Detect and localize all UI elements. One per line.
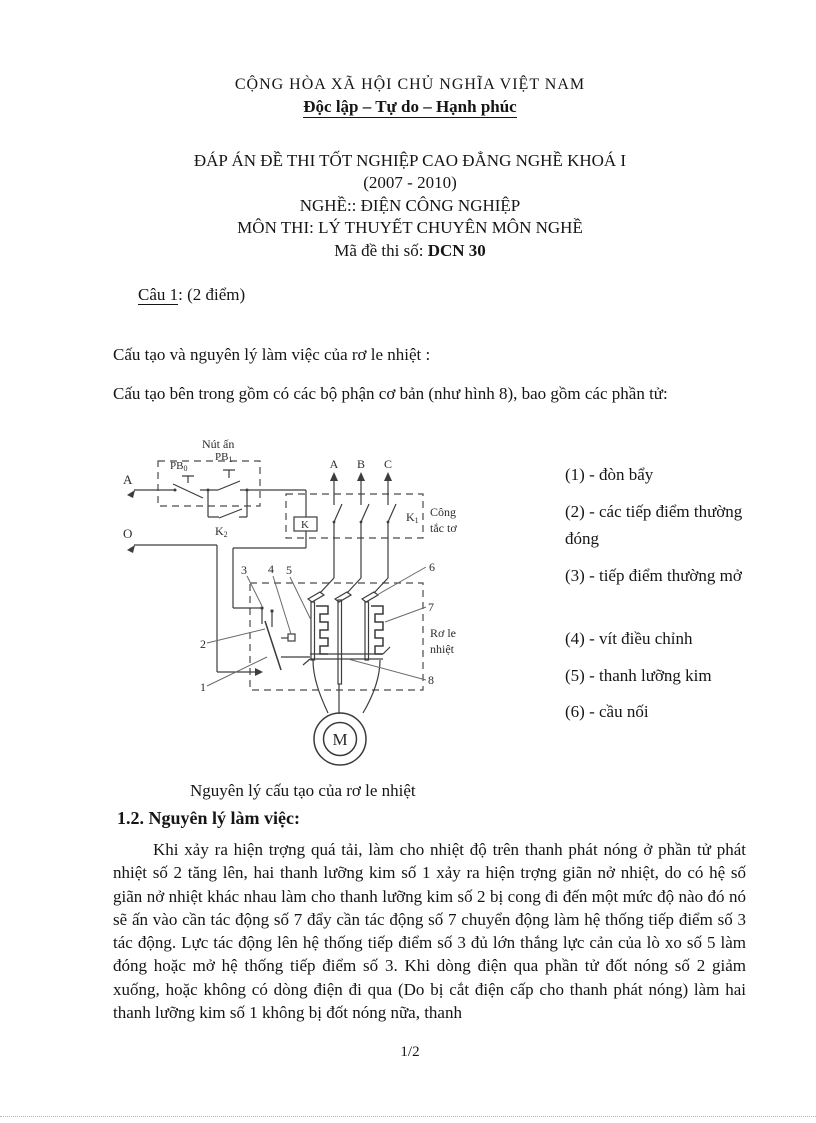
part-number-1: 1 (200, 680, 206, 694)
part-number-8: 8 (428, 673, 434, 687)
k2-label: K2 (215, 524, 228, 539)
exam-code-label: Mã đề thi số: (334, 240, 428, 260)
leader-8 (348, 659, 426, 680)
part-number-7: 7 (428, 600, 434, 614)
pb0-label: PB0 (170, 460, 188, 473)
k1-label: K1 (406, 510, 419, 525)
terminal-block-2 (335, 592, 351, 602)
input-a-label: A (123, 472, 133, 487)
question-heading (138, 285, 245, 305)
leader-3 (247, 576, 262, 606)
heater-zigzag-3 (371, 606, 383, 654)
leader-4 (273, 576, 291, 634)
part-number-2: 2 (200, 637, 206, 651)
lever (265, 621, 281, 670)
title-line1: ĐÁP ÁN ĐỀ THI TỐT NGHIỆP CAO ĐẲNG NGHỀ KHOÁ I (193, 151, 627, 170)
contactor-label-line1: Công (430, 505, 457, 519)
part-number-3: 3 (241, 563, 247, 577)
part-number-4: 4 (268, 562, 274, 576)
phase-c-arrow (384, 472, 392, 481)
contactor-label-line2: tắc tơ (430, 521, 457, 535)
exam-code-value: DCN 30 (427, 240, 486, 260)
terminal-block-1 (308, 592, 324, 602)
k2-branch (208, 490, 247, 517)
input-o-arrow (127, 545, 135, 553)
pb1-blade (218, 481, 240, 490)
parts-list-item-1: (1) - đòn bẩy (565, 465, 654, 484)
title-block (90, 150, 730, 262)
part-number-6: 6 (429, 560, 435, 574)
pb0-stem (182, 476, 194, 483)
parts-list-item-3: (3) - tiếp điểm thường mở (565, 566, 742, 585)
part-number-5: 5 (286, 563, 292, 577)
bimetal-strip-2 (338, 600, 342, 684)
motto-underlined-text: Độc lập – Tự do – Hạnh phúc (303, 97, 517, 116)
question-points: : (2 điểm) (178, 285, 246, 304)
phase-a-label: A (329, 457, 339, 471)
figure-caption: Nguyên lý cấu tạo của rơ le nhiệt (190, 781, 416, 800)
relay-label-line2: nhiệt (430, 642, 454, 656)
phase-b-label: B (356, 457, 366, 471)
question-label: Câu 1 (138, 285, 179, 304)
phase-b-arrow (357, 472, 365, 481)
bimetal-strip-1 (311, 602, 315, 660)
phase-a-arrow (330, 472, 338, 481)
input-o-label: O (123, 526, 133, 541)
phase-c-label: C (383, 457, 393, 471)
motor-wire-right (363, 660, 380, 713)
thermal-relay-circuit-diagram (115, 432, 560, 780)
input-a-arrow (127, 490, 135, 498)
bimetal-strip-3 (365, 602, 369, 660)
parts-list-item-5: (5) - thanh lưỡng kim (565, 666, 712, 685)
parts-list-item-6: (6) - cầu nối (565, 702, 649, 721)
national-motto-line2 (90, 97, 730, 117)
heater-zigzag-1 (316, 606, 328, 654)
pushbutton-group-label: Nút ấn (202, 437, 235, 451)
parts-list-item-4: (4) - vít điều chỉnh (565, 629, 693, 648)
national-motto-line1: CỘNG HÒA XÃ HỘI CHỦ NGHĨA VIỆT NAM (234, 76, 586, 93)
title-line2: (2007 - 2010) (363, 173, 457, 193)
k-coil-label: K (301, 519, 309, 531)
title-line4: MÔN THI: LÝ THUYẾT CHUYÊN MÔN NGHỀ (237, 218, 583, 238)
leader-6 (377, 567, 426, 595)
contactor-blades (334, 504, 396, 522)
question-intro2: Cấu tạo bên trong gồm có các bộ phận cơ bản (như hình 8), bao gồm các phần tử: (113, 384, 668, 403)
relay-dashed-box (250, 583, 423, 690)
relay-label-line1: Rơ le (430, 626, 457, 640)
leader-7 (385, 607, 426, 622)
adjust-screw (288, 634, 295, 641)
motor-wire-left (313, 660, 328, 713)
terminal-block-3 (362, 592, 378, 602)
title-line3: NGHỀ:: ĐIỆN CÔNG NGHIỆP (299, 195, 521, 215)
pb1-stem (223, 470, 235, 478)
k2-blade (219, 509, 242, 518)
motor-label: M (332, 730, 348, 749)
question-intro1: Cấu tạo và nguyên lý làm việc của rơ le nhiệt : (113, 345, 431, 364)
parts-list-item-2: (2) - các tiếp điểm thường đóng (565, 502, 743, 548)
o-wire-end-arrow (255, 668, 263, 676)
bottom-bar (303, 647, 390, 665)
section-body-paragraph: Khi xảy ra hiện trợng quá tải, làm cho nhiệt độ trên thanh phát nóng ở phần tử phát nhiệt số 2 tăng lên, hai thanh lưỡng kim số 1 xảy ra hiện trợng giãn nở nhiệt, do có hệ số giãn nở nhiệt khác nhau làm cho thanh lưỡng kim số 2 bị cong đi đến một mức độ nào đó nó sẽ ấn vào cần tác động số 7 đẩy cần tác động số 7 chuyển động làm hệ thống tiếp điểm số 3 tác động. Lực tác động lên hệ thống tiếp điểm số 3 đủ lớn thắng lực cản của lò xo số 5 làm đóng hoặc mở hệ thống tiếp điểm số 3. Khi dòng điện qua phần tử đốt nóng số 2 giảm xuống, hoặc không có dòng điện đi qua (Do bị cắt điện cấp cho thanh phát nóng) làm hai thanh lưỡng kim số 1 không bị đốt nóng nữa, thanh (113, 840, 746, 1023)
page-number: 1/2 (400, 1044, 420, 1060)
pb0-blade (173, 484, 203, 498)
page-edge-dotted-line (0, 1116, 816, 1117)
section-heading: 1.2. Nguyên lý làm việc: (117, 808, 300, 828)
leader-2 (207, 629, 265, 643)
pb1-label: PB1 (215, 451, 233, 464)
exam-code-line (90, 240, 730, 262)
